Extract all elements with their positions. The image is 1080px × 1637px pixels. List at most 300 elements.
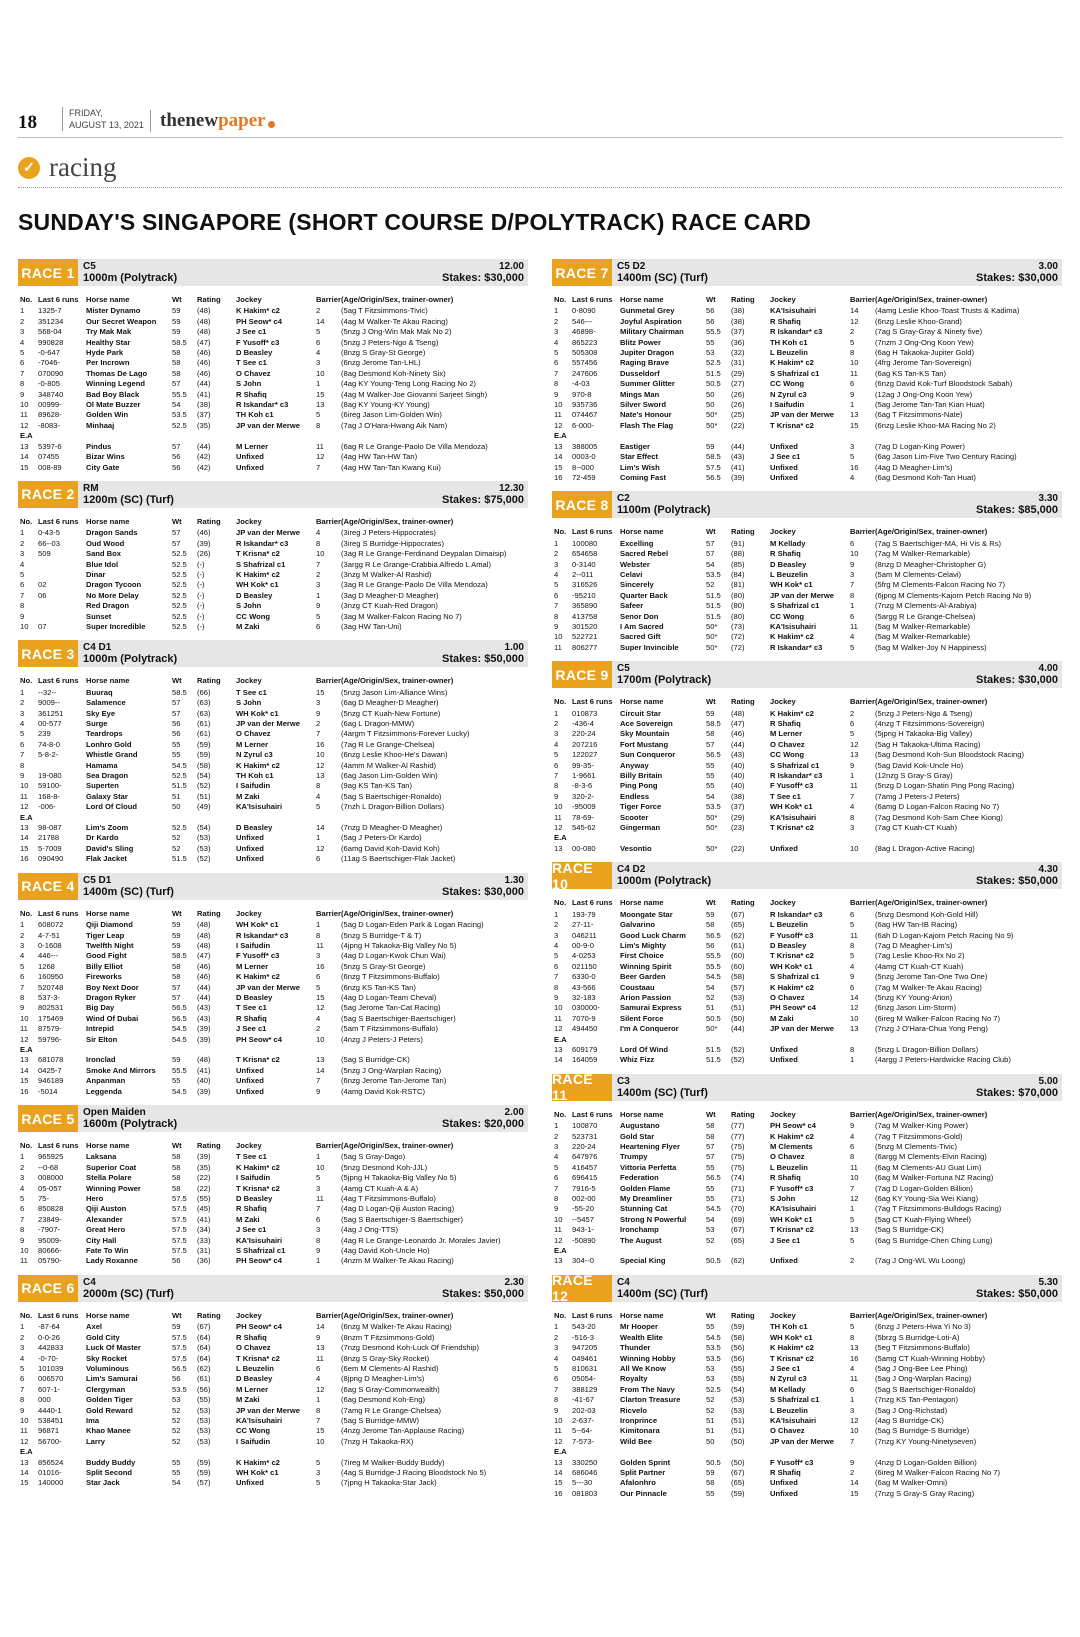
race-time: 3.00	[1038, 261, 1058, 272]
horse-name: Anpanman	[86, 1076, 126, 1086]
column-header: Barrier	[316, 676, 341, 686]
weight: 58.5	[706, 719, 721, 728]
date-weekday: FRIDAY,	[69, 108, 103, 118]
emergency-label: E.A	[554, 1447, 567, 1457]
runner-number: 14	[554, 452, 563, 462]
barrier: 7	[316, 559, 321, 569]
horse-name: My Dreamliner	[620, 1194, 673, 1204]
rating: (62)	[731, 1256, 745, 1266]
rating: (54)	[197, 823, 211, 833]
column-header: (Age/Origin/Sex, trainer-owner)	[875, 1109, 988, 1119]
barrier: 7	[850, 1436, 855, 1446]
rating: (-)	[197, 580, 205, 590]
rating: (84)	[731, 569, 745, 579]
rating: (59)	[731, 1488, 745, 1498]
jockey: JP van der Merwe	[770, 1436, 835, 1446]
horse-name: Tiger Force	[620, 802, 662, 812]
barrier: 15	[316, 389, 325, 399]
jockey: L Beuzelin	[770, 1405, 808, 1415]
jockey: I Saifudin	[236, 781, 271, 791]
runner-number: 13	[554, 843, 563, 853]
jockey: Unfixed	[236, 833, 264, 843]
jockey: R Iskandar* c3	[770, 642, 823, 652]
runner-row	[552, 1204, 1062, 1214]
race-time: 3.30	[1038, 493, 1058, 505]
runner-number: 11	[554, 812, 562, 822]
horse-name: Sky Rocket	[86, 1353, 127, 1363]
jockey: KA'Isisuhairi	[236, 802, 283, 812]
last-six-runs: 07455	[38, 452, 60, 462]
rating: (37)	[197, 410, 211, 420]
horse-name: Ol Mate Buzzer	[86, 400, 141, 410]
race-distance: 1400m (SC) (Turf)	[617, 1287, 708, 1300]
barrier: 7	[850, 791, 855, 801]
runner-row	[18, 1035, 528, 1045]
jockey: M Lerner	[236, 1384, 269, 1394]
age-trainer-owner: (6nzg M Walker-Te Akau Racing)	[341, 1322, 452, 1332]
jockey: Unfixed	[770, 462, 798, 472]
age-trainer-owner: (5ag T Fitzsimmons-Tivic)	[341, 306, 428, 316]
jockey: S Shafrizal c1	[770, 1395, 820, 1405]
rating: (48)	[197, 327, 211, 337]
age-trainer-owner: (5am T Fitzsimmons-Buffalo)	[341, 1024, 439, 1034]
rating: (58)	[731, 1332, 745, 1342]
column-header: Barrier	[316, 516, 341, 526]
race-label: RACE 3	[18, 640, 78, 667]
weight: 50*	[706, 632, 718, 642]
age-trainer-owner: (6ag D Meagher-D Meagher)	[341, 698, 439, 708]
age-trainer-owner: (6ag HW Tan-IB Racing)	[875, 920, 958, 930]
horse-name: Gunmetal Grey	[620, 306, 675, 316]
emergency-label: E.A	[554, 1034, 567, 1044]
last-six-runs: 301520	[572, 621, 598, 631]
horse-name: Vittoria Perfetta	[620, 1162, 677, 1172]
column-header: Last 6 runs	[38, 516, 79, 526]
age-trainer-owner: (7nzg KY Young-Ninetyseven)	[875, 1436, 977, 1446]
horse-name: Good Luck Charm	[620, 930, 686, 940]
horse-name: Tiger Leap	[86, 930, 125, 940]
runner-number: 13	[554, 1044, 563, 1054]
age-trainer-owner: (6ag KS Tan-KS Tan)	[875, 368, 947, 378]
age-trainer-owner: (5nzg Desmond Koh-JJL)	[341, 1162, 428, 1172]
barrier: 5	[316, 410, 321, 420]
horse-name: Luck Of Master	[86, 1343, 141, 1353]
rating: (39)	[197, 1152, 211, 1162]
jockey: Unfixed	[236, 854, 264, 864]
column-header: Jockey	[236, 908, 262, 918]
last-six-runs: 545-62	[572, 823, 596, 833]
race-label: RACE 5	[18, 1105, 78, 1132]
last-six-runs: 74-8-0	[38, 739, 60, 749]
rating: (50)	[731, 1013, 745, 1023]
race-stakes-block	[976, 661, 1062, 688]
runner-number: 4	[554, 940, 559, 950]
race-info	[78, 259, 442, 286]
column-header: Barrier	[850, 898, 875, 908]
age-trainer-owner: (7ag D Logan-Golden Billion)	[875, 1183, 973, 1193]
runner-row	[552, 983, 1062, 993]
runner-row	[18, 1024, 528, 1034]
last-six-runs: -55-20	[572, 1204, 594, 1214]
last-six-runs: 4-0253	[572, 951, 596, 961]
age-trainer-owner: (4amg David Kok-RSTC)	[341, 1086, 425, 1096]
weight: 55	[172, 1076, 181, 1086]
column-header: Rating	[731, 527, 755, 537]
runner-row	[552, 792, 1062, 802]
runner-row	[552, 1416, 1062, 1426]
race-stakes-block	[976, 862, 1062, 889]
emergency-row	[18, 452, 528, 462]
runner-row	[18, 781, 528, 791]
last-six-runs: 0003-0	[572, 452, 596, 462]
barrier: 9	[316, 708, 321, 718]
weight: 58	[172, 1173, 181, 1183]
rating: (65)	[731, 1478, 745, 1488]
runner-row	[18, 1163, 528, 1173]
column-header: Wt	[172, 908, 182, 918]
rating: (60)	[731, 951, 745, 961]
jockey: CC Wong	[770, 750, 805, 760]
weight: 54	[706, 559, 715, 569]
runner-number: 6	[554, 1374, 559, 1384]
column-header: Horse name	[620, 527, 664, 537]
last-six-runs: 87579-	[38, 1024, 62, 1034]
jockey: M Lerner	[770, 729, 803, 739]
age-trainer-owner: (6ag Desmond Koh-Tan Huat)	[875, 472, 976, 482]
last-six-runs: -4-03	[572, 379, 590, 389]
rating: (91)	[731, 538, 745, 548]
rating: (36)	[197, 1256, 211, 1266]
horse-name: Lord Of Wind	[620, 1044, 669, 1054]
horse-name: Mister Dynamo	[86, 306, 141, 316]
rating: (54)	[731, 1384, 745, 1394]
runner-number: 6	[20, 580, 25, 590]
barrier: 5	[850, 452, 855, 462]
horse-name: Arion Passion	[620, 992, 672, 1002]
weight: 59	[172, 920, 181, 930]
race-class: C4	[617, 1276, 630, 1288]
barrier: 8	[850, 590, 855, 600]
runner-row	[18, 1215, 528, 1225]
race-info	[78, 1275, 442, 1302]
race-spacer	[18, 632, 528, 640]
jockey: O Chavez	[236, 1343, 271, 1353]
runner-number: 10	[20, 1013, 29, 1023]
barrier: 4	[850, 472, 855, 482]
last-six-runs: 05790-	[38, 1256, 62, 1266]
runner-number: 12	[554, 823, 563, 833]
age-trainer-owner: (7ireg M Walker-Buddy Buddy)	[341, 1457, 445, 1467]
horse-name: Ping Pong	[620, 781, 658, 791]
last-six-runs: 361251	[38, 708, 64, 718]
rating: (52)	[731, 1055, 745, 1065]
emergency-row	[18, 1087, 528, 1097]
barrier: 9	[850, 559, 855, 569]
runner-row	[18, 688, 528, 698]
weight: 58	[172, 368, 181, 378]
horse-name: Golden Tiger	[86, 1395, 133, 1405]
horse-name: Khao Manee	[86, 1426, 131, 1436]
race-stakes: Stakes: $50,000	[976, 1287, 1058, 1300]
weight: 54.5	[706, 972, 721, 982]
rating: (45)	[197, 1204, 211, 1214]
runner-number: 8	[20, 601, 25, 611]
age-trainer-owner: (3ireg S Burridge-Hippocrates)	[341, 538, 444, 548]
age-trainer-owner: (4amg CT Kuah-CT Kuah)	[875, 961, 964, 971]
age-trainer-owner: (4frg Jerome Tan-Sovereign)	[875, 358, 972, 368]
age-trainer-owner: (5nzg Desmond Koh-Gold Hill)	[875, 909, 978, 919]
horse-name: From The Navy	[620, 1384, 675, 1394]
age-trainer-owner: (7ag Desmond Koh-Sam Chee Kiong)	[875, 812, 1003, 822]
runner-row	[552, 1014, 1062, 1024]
age-trainer-owner: (4ag T Fitzsimmons-Buffalo)	[341, 1194, 436, 1204]
last-six-runs: 99-35-	[572, 760, 594, 770]
barrier: 3	[850, 1405, 855, 1415]
horse-name: Anyway	[620, 760, 649, 770]
age-trainer-owner: (7ag D Meagher-Lim's)	[875, 940, 953, 950]
last-six-runs: 100870	[572, 1121, 598, 1131]
age-trainer-owner: (5ag Jerome Tan-Cat Racing)	[341, 1003, 441, 1013]
last-six-runs: 021150	[572, 961, 597, 971]
horse-name: Ironprince	[620, 1415, 658, 1425]
last-six-runs: 01016-	[38, 1467, 62, 1477]
barrier: 14	[850, 1478, 859, 1488]
runner-number: 12	[554, 1235, 563, 1245]
runner-row	[552, 1163, 1062, 1173]
horse-name: Excelling	[620, 538, 654, 548]
age-trainer-owner: (6nzg Leslie Khoo-Grand)	[875, 316, 962, 326]
age-trainer-owner: (4nzg T Fitzsimmons-Sovereign)	[875, 719, 985, 728]
barrier: 1	[850, 771, 855, 781]
horse-name: Per Incrown	[86, 358, 130, 368]
jockey: F Yusoff* c3	[236, 337, 280, 347]
age-trainer-owner: (3ireg J Peters-Hippocrates)	[341, 528, 436, 538]
column-header: Barrier	[850, 697, 875, 707]
weight: 50*	[706, 812, 718, 822]
column-header: Wt	[706, 1109, 716, 1119]
runner-row	[18, 539, 528, 549]
age-trainer-owner: (7amg R Le Grange-Chelsea)	[341, 1405, 442, 1415]
last-six-runs: 5---30	[572, 1478, 593, 1488]
last-six-runs: 523731	[572, 1131, 598, 1141]
last-six-runs: 074467	[572, 410, 598, 420]
last-six-runs: -006-	[38, 802, 56, 812]
emergency-label: E.A	[554, 1246, 567, 1256]
barrier: 14	[316, 823, 325, 833]
runner-number: 4	[554, 1152, 559, 1162]
age-trainer-owner: (4nzg Jerome Tan-Applause Racing)	[341, 1426, 465, 1436]
barrier: 3	[850, 441, 855, 451]
age-trainer-owner: (8ag KY Young-KY Young)	[341, 400, 430, 410]
weight: 51	[706, 1426, 715, 1436]
weight: 50	[706, 389, 715, 399]
runner-number: 3	[554, 930, 559, 940]
age-trainer-owner: (6nzg Jerome Tan-Jerome Tan)	[341, 1076, 447, 1086]
jockey: Unfixed	[770, 441, 798, 451]
race-header	[18, 1275, 528, 1303]
race-header	[552, 661, 1062, 689]
jockey: J See c1	[236, 327, 267, 337]
barrier: 12	[850, 316, 859, 326]
horse-name: Safeer	[620, 601, 644, 611]
last-six-runs: 802531	[38, 1003, 64, 1013]
barrier: 11	[850, 930, 858, 940]
runner-number: 13	[554, 1457, 563, 1467]
runner-row	[552, 1152, 1062, 1162]
weight: 51.5	[706, 1044, 721, 1054]
last-six-runs: 494450	[572, 1024, 598, 1034]
runner-row	[18, 1395, 528, 1405]
rating: (52)	[197, 781, 211, 791]
rating: (63)	[197, 698, 211, 708]
last-six-runs: 320-2-	[572, 791, 594, 801]
runner-row	[552, 1024, 1062, 1034]
weight: 51.5	[706, 1055, 721, 1065]
rating: (31)	[731, 358, 745, 368]
last-six-runs: 006570	[38, 1374, 64, 1384]
horse-name: Whiz Fizz	[620, 1055, 655, 1065]
rating: (81)	[731, 580, 745, 590]
runner-number: 12	[20, 802, 29, 812]
last-six-runs: 970-8	[572, 389, 592, 399]
barrier: 8	[316, 1235, 321, 1245]
weight: 55	[706, 1162, 715, 1172]
last-six-runs: 413758	[572, 611, 598, 621]
barrier: 11	[850, 368, 858, 378]
barrier: 4	[850, 1363, 855, 1373]
rating: (59)	[731, 1322, 745, 1332]
column-header: Rating	[197, 1141, 221, 1150]
runner-number: 14	[554, 1467, 563, 1477]
jockey: JP van der Merwe	[236, 528, 301, 538]
column-headers	[552, 295, 1062, 305]
last-six-runs: -87-64	[38, 1322, 60, 1332]
race-stakes: Stakes: $30,000	[442, 272, 524, 284]
last-six-runs: 537-3-	[38, 992, 60, 1002]
jockey: JP van der Merwe	[770, 410, 835, 420]
runner-row	[552, 740, 1062, 750]
last-six-runs: 696415	[572, 1173, 598, 1183]
barrier: 6	[850, 1142, 855, 1151]
horse-name: Galaxy Star	[86, 791, 128, 801]
runner-number: 6	[554, 1173, 559, 1183]
last-six-runs: 0-3140	[572, 559, 596, 569]
jockey: T Krisna* c2	[770, 823, 814, 833]
weight: 51.5	[172, 854, 187, 864]
jockey: TH Koh c1	[770, 1322, 808, 1332]
weight: 51.5	[706, 601, 721, 611]
runner-number: 3	[20, 549, 25, 559]
age-trainer-owner: (4ag S Burridge-CK)	[875, 1415, 944, 1425]
horse-name: Royalty	[620, 1374, 648, 1384]
jockey: J See c1	[236, 1024, 267, 1034]
rating: (53)	[197, 1436, 211, 1446]
weight: 57.5	[172, 1225, 187, 1235]
column-header: Jockey	[236, 516, 262, 526]
last-six-runs: 806277	[572, 642, 598, 652]
runner-number: 15	[20, 1478, 29, 1488]
runner-number: 7	[554, 771, 559, 781]
barrier: 2	[316, 569, 321, 579]
jockey: TH Koh c1	[236, 410, 274, 420]
jockey: WH Kok* c1	[770, 802, 813, 812]
runner-number: 12	[20, 1034, 29, 1044]
race-header	[18, 259, 528, 287]
horse-name: Golden Sprint	[620, 1457, 671, 1467]
race-time: 12.00	[498, 261, 524, 272]
runner-row	[18, 931, 528, 941]
jockey: S Shafrizal c1	[770, 368, 820, 378]
age-trainer-owner: (6ag T Fitzsimmons-Nate)	[875, 410, 963, 420]
column-header: Rating	[731, 1310, 755, 1320]
weight: 54.5	[172, 1024, 187, 1034]
barrier: 6	[850, 982, 855, 992]
race-class: C5	[617, 663, 630, 675]
runner-row	[552, 570, 1062, 580]
rating: (53)	[197, 1405, 211, 1415]
barrier: 5	[850, 729, 855, 739]
horse-name: Circuit Star	[620, 708, 661, 718]
horse-name: Sun Conqueror	[620, 750, 676, 760]
barrier: 10	[850, 549, 859, 559]
race-info	[612, 1275, 976, 1302]
barrier: 14	[850, 992, 859, 1002]
age-trainer-owner: (6ah D Logan-Kajorn Petch Racing No 9)	[875, 930, 1014, 940]
weight: 58.5	[172, 687, 187, 697]
rating: (22)	[197, 1183, 211, 1193]
rating: (26)	[197, 549, 211, 559]
barrier: 7	[850, 580, 855, 590]
last-six-runs: 2-637-	[572, 1415, 594, 1425]
last-six-runs: --5457	[572, 1214, 594, 1224]
barrier: 3	[316, 358, 321, 368]
page-header	[18, 104, 1062, 138]
weight: 55.5	[172, 1065, 187, 1075]
age-trainer-owner: (5nzg S Burridge-T & T)	[341, 930, 422, 940]
weight: 57.5	[172, 1214, 187, 1224]
runner-number: 4	[554, 337, 559, 347]
last-six-runs: 75-	[38, 1194, 49, 1204]
runner-row	[18, 1406, 528, 1416]
rating: (36)	[731, 337, 745, 347]
rating: (39)	[197, 1034, 211, 1044]
runner-number: 13	[554, 441, 563, 451]
weight: 53.5	[172, 410, 187, 420]
runner-number: 10	[554, 1214, 563, 1224]
weight: 57.5	[172, 1353, 187, 1363]
jockey: Unfixed	[770, 1488, 798, 1498]
race-stakes: Stakes: $30,000	[976, 272, 1058, 284]
jockey: Unfixed	[770, 843, 798, 853]
barrier: 2	[316, 306, 321, 316]
runner-number: 8	[554, 1395, 559, 1405]
rating: (35)	[197, 420, 211, 430]
runner-number: 12	[554, 1024, 563, 1034]
column-header: Jockey	[770, 697, 796, 707]
horse-name: Winning Spirit	[620, 961, 672, 971]
age-trainer-owner: (11ag S Baertschiger-Flak Jacket)	[341, 854, 456, 864]
runner-row	[18, 951, 528, 961]
race-info	[612, 259, 976, 286]
horse-name: Whistle Grand	[86, 750, 138, 760]
last-six-runs: 6330-0	[572, 972, 596, 982]
race-distance: 1400m (SC) (Turf)	[617, 1086, 708, 1099]
barrier: 15	[850, 420, 859, 430]
age-trainer-owner: (5nzg L Dragon-Billion Dollars)	[875, 1044, 979, 1054]
column-header: No.	[554, 1109, 567, 1119]
column-header: No.	[554, 295, 567, 304]
runner-number: 3	[20, 327, 25, 337]
